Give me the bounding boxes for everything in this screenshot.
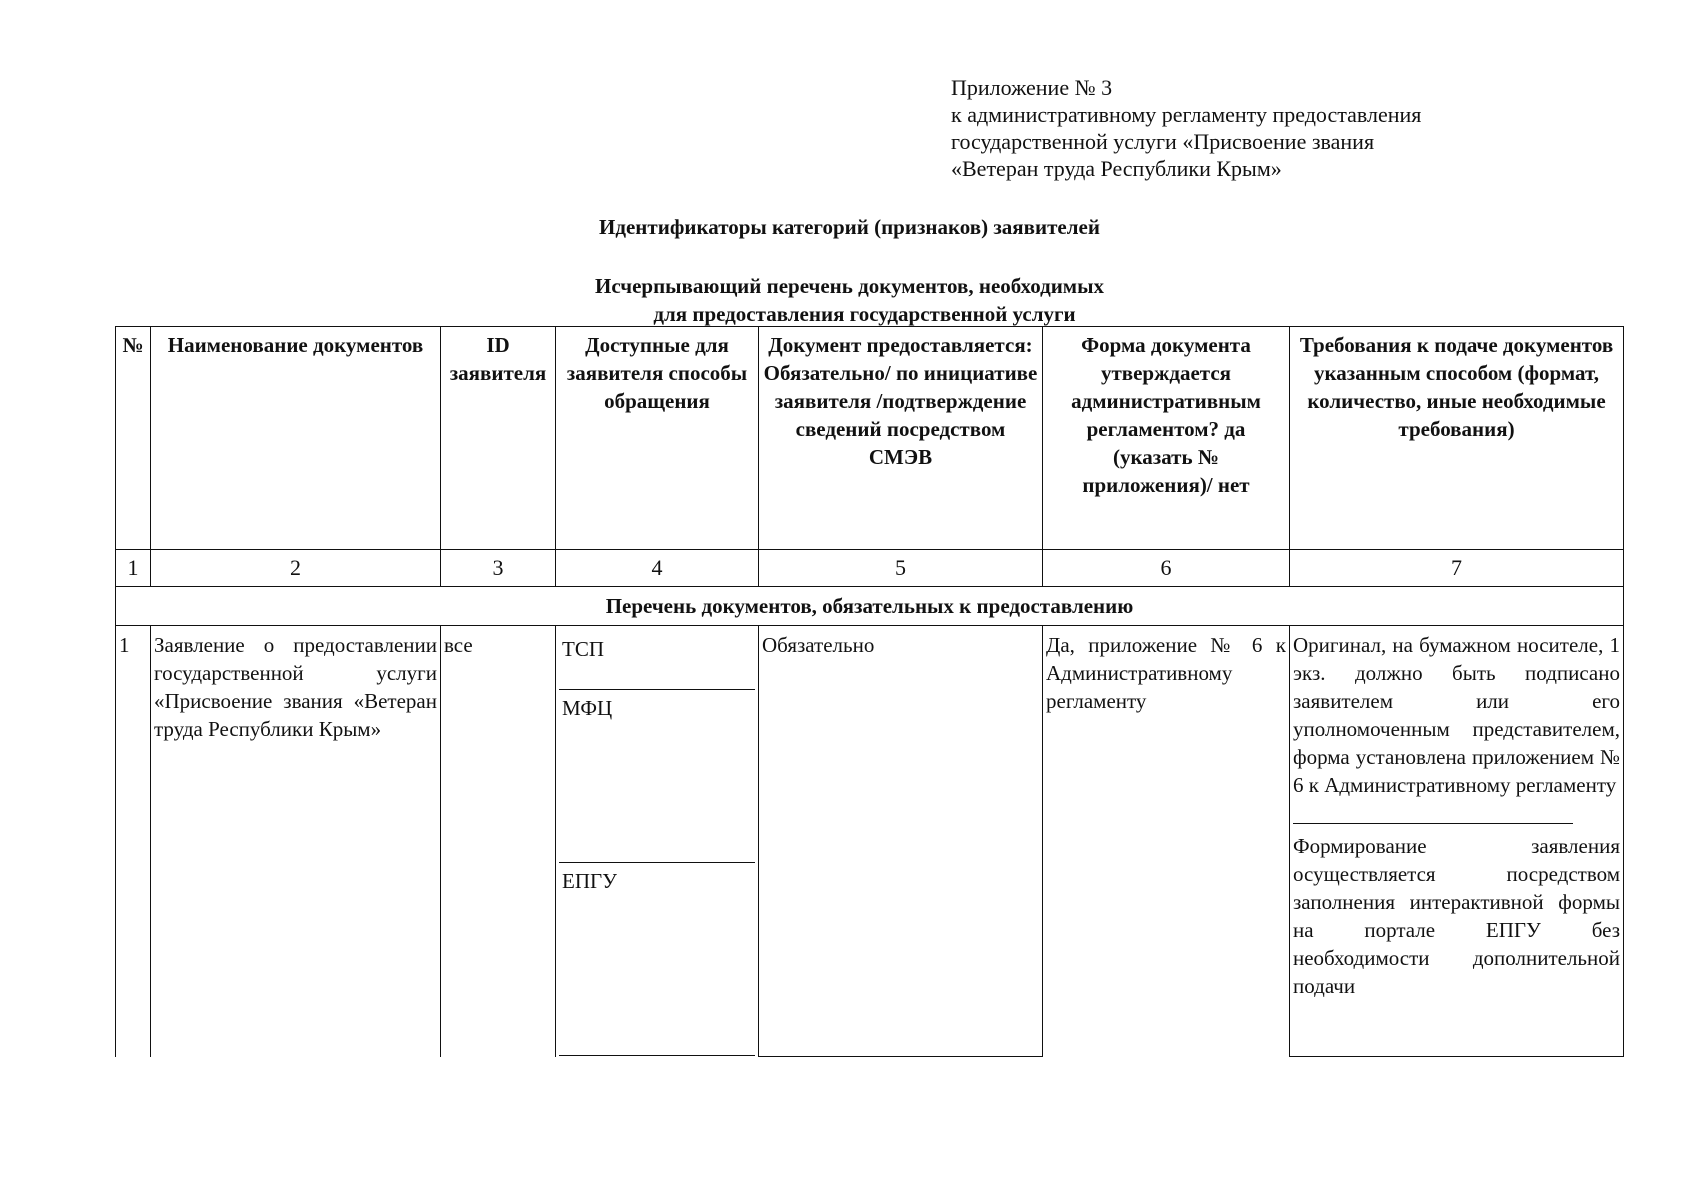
column-number: 1: [116, 550, 151, 587]
methods-cell: [556, 626, 759, 1057]
requirement-divider: [1293, 823, 1573, 824]
appendix-line-3: государственной услуги «Присвоение звания: [951, 129, 1375, 154]
row-number: 1: [116, 626, 151, 1057]
column-number: 5: [759, 550, 1043, 587]
requirement-epgu: Формирование заявления осуществляется посредством заполнения интерактивной формы на портале ЕПГУ без необходимости дополнительной подачи: [1293, 834, 1620, 998]
column-numbers-row: [116, 550, 1624, 587]
subtitle-line-1: Исчерпывающий перечень документов, необходимых: [594, 274, 1105, 298]
provision-value: [759, 626, 1043, 1057]
subtitle-line-2: для предоставления государственной услуги: [653, 302, 1076, 326]
header-applicant-id: ID заявителя: [441, 327, 556, 550]
column-number: 6: [1043, 550, 1290, 587]
header-form: Форма документа утверждается административным регламентом? да (указать № приложения)/ нет: [1043, 327, 1290, 550]
requirements-cell: [1290, 626, 1624, 1057]
header-document-name: Наименование документов: [151, 327, 441, 550]
section-title: Перечень документов, обязательных к предоставлению: [116, 587, 1624, 626]
method-tsp: ТСП: [559, 631, 755, 690]
header-methods: Доступные для заявителя способы обращения: [556, 327, 759, 550]
appendix-heading: [951, 74, 1511, 182]
document-subtitle: [0, 272, 1699, 328]
column-number: 4: [556, 550, 759, 587]
column-number: 7: [1290, 550, 1624, 587]
column-number: 3: [441, 550, 556, 587]
form-value: Да, приложение № 6 к Административному регламенту: [1043, 626, 1290, 1057]
document-title: Идентификаторы категорий (признаков) заявителей: [599, 215, 1100, 239]
method-mfc: МФЦ: [559, 690, 755, 863]
header-provision: Документ предоставляется: Обязательно/ по инициативе заявителя /подтверждение сведений посредством СМЭВ: [759, 327, 1043, 550]
header-number: №: [116, 327, 151, 550]
table-header-row: [116, 327, 1624, 550]
method-epgu: ЕПГУ: [559, 863, 755, 1056]
applicant-id: все: [441, 626, 556, 1057]
appendix-line-1: Приложение № 3: [951, 75, 1113, 100]
appendix-line-4: «Ветеран труда Республики Крым»: [951, 156, 1282, 181]
table-row: [116, 626, 1624, 1057]
header-requirements: Требования к подаче документов указанным способом (формат, количество, иные необходимые требования): [1290, 327, 1624, 550]
documents-table: [115, 326, 1624, 1057]
appendix-line-2: к административному регламенту предоставления: [951, 102, 1422, 127]
section-row: [116, 587, 1624, 626]
document-name: Заявление о предоставлении государственной услуги «Присвоение звания «Ветеран труда Республики Крым»: [151, 626, 441, 1057]
column-number: 2: [151, 550, 441, 587]
requirement-paper: Оригинал, на бумажном носителе, 1 экз. должно быть подписано заявителем или его уполномоченным представителем, форма установлена приложением № 6 к Административному регламенту: [1293, 633, 1620, 797]
provision-text: Обязательно: [762, 633, 875, 657]
